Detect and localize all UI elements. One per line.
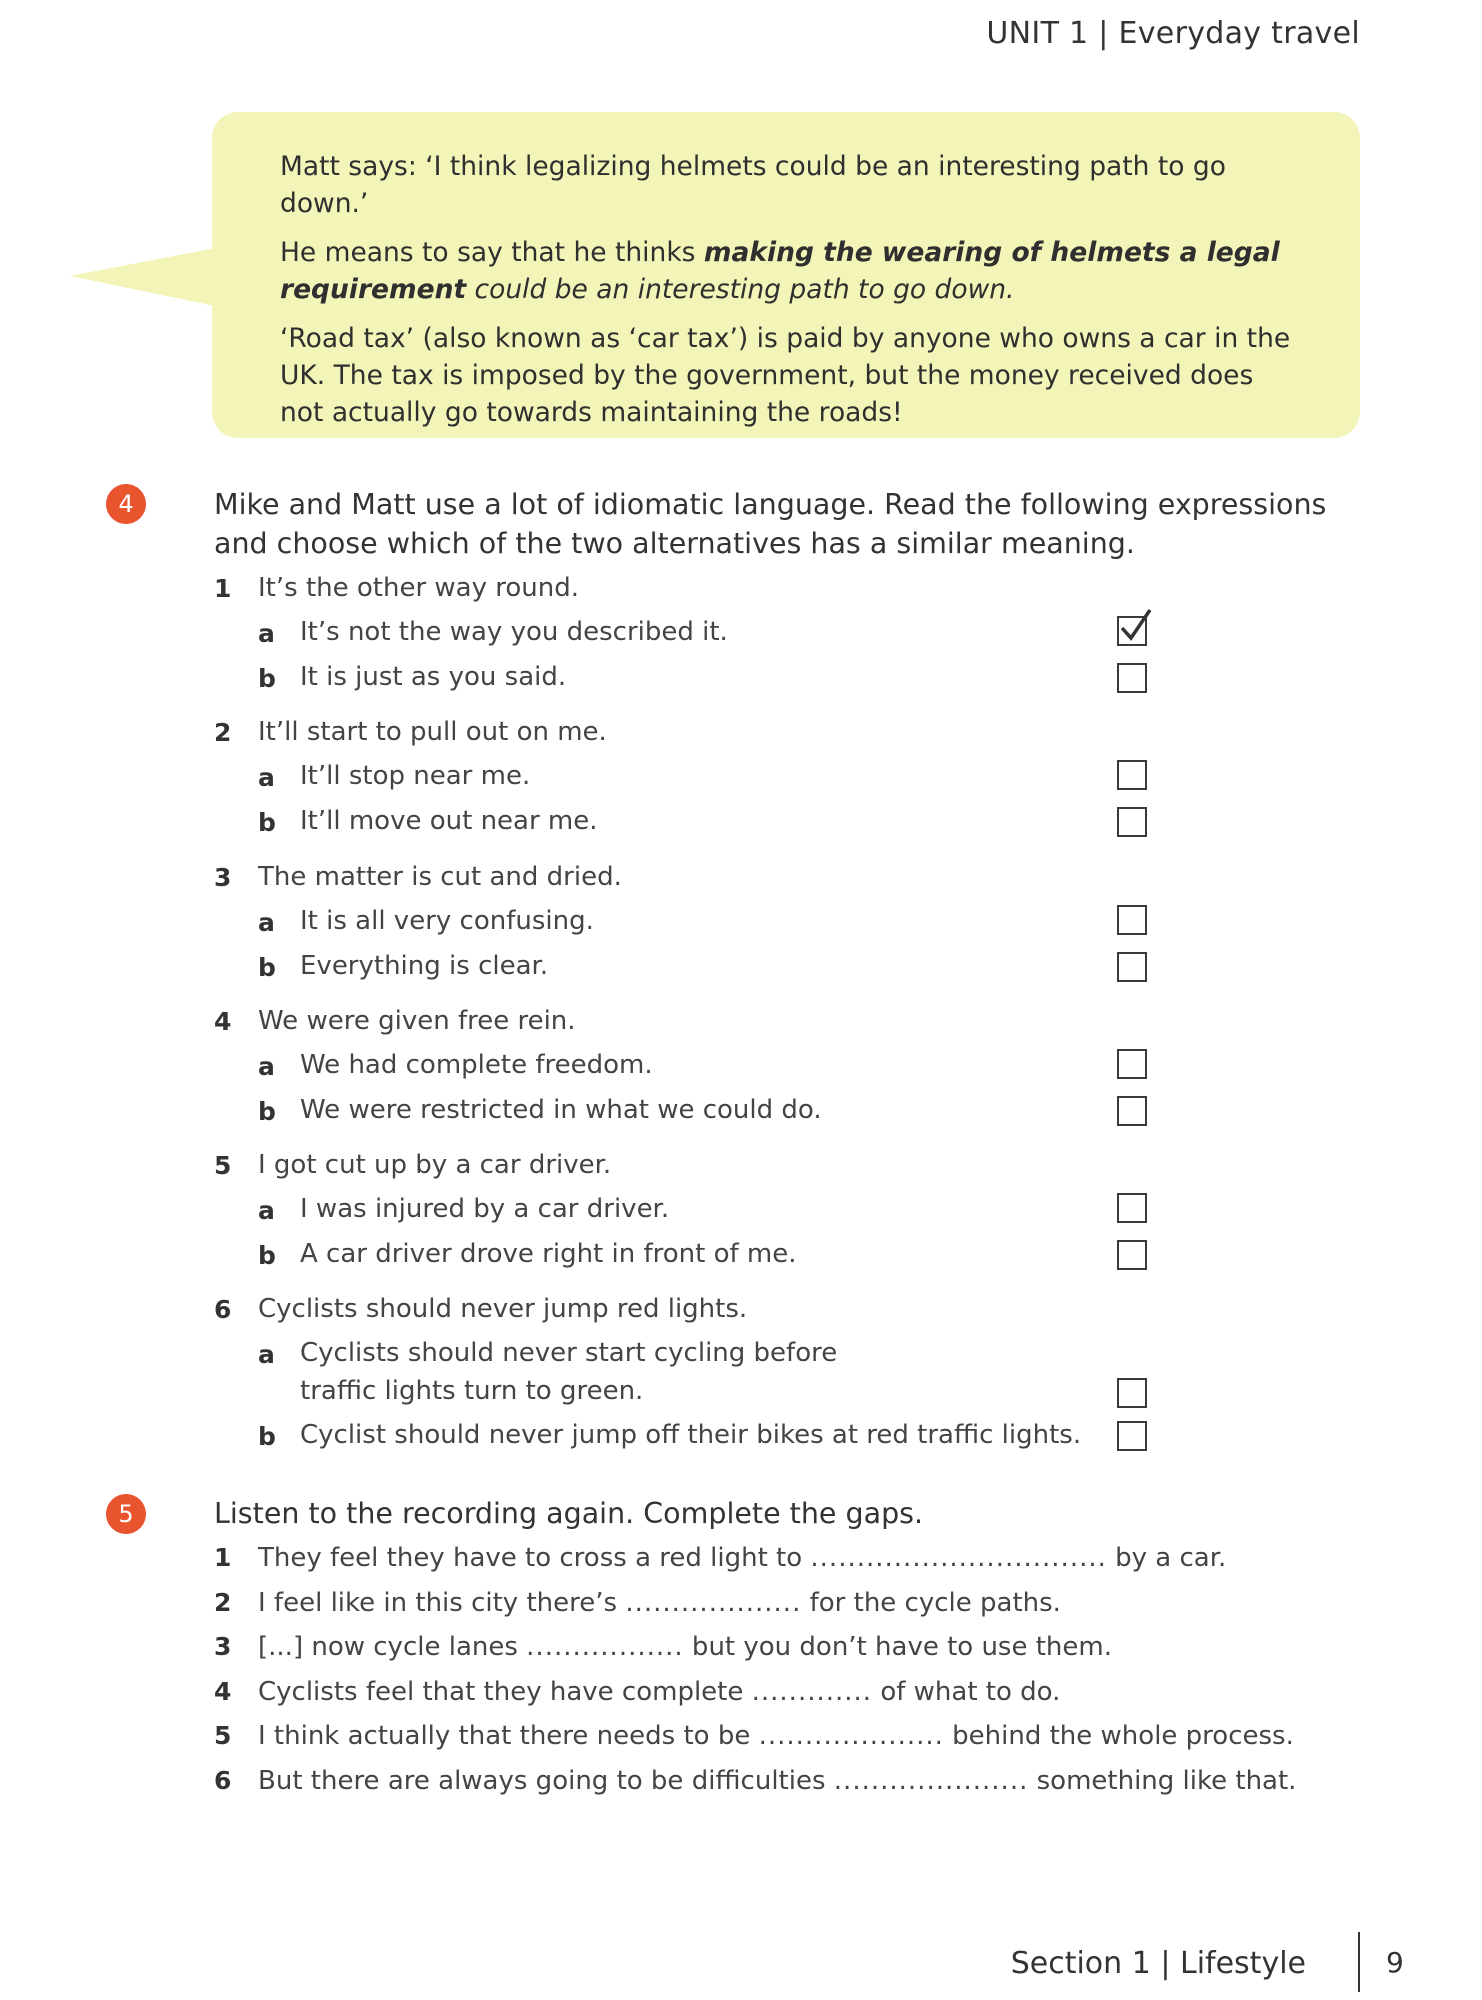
gap-item-5 <box>0 1721 1482 1761</box>
gap-blank[interactable]: ................... <box>625 1587 802 1618</box>
gap-sentence <box>258 1632 1112 1662</box>
gap-sentence <box>258 1588 1061 1618</box>
option-b-text: We were restricted in what we could do. <box>300 1095 822 1125</box>
option-b-letter: b <box>258 1097 276 1126</box>
unit-header: UNIT 1 | Everyday travel <box>986 16 1360 51</box>
gap-item-1 <box>0 1543 1482 1583</box>
option-b-text: Cyclist should never jump off their bikes at red traffic lights. <box>300 1420 1082 1450</box>
callout-explanation-end: could be an interesting path to go down. <box>466 274 1015 305</box>
gap-item-6 <box>0 1766 1482 1806</box>
option-a-letter: a <box>258 619 275 648</box>
gap-after: but you don’t have to use them. <box>683 1632 1112 1663</box>
gap-sentence <box>258 1543 1226 1573</box>
info-callout <box>212 112 1360 438</box>
question-text: It’ll start to pull out on me. <box>258 717 607 747</box>
question-number: 4 <box>214 1007 232 1036</box>
gap-after: by a car. <box>1106 1543 1227 1573</box>
gap-before: [...] now cycle lanes <box>258 1632 527 1663</box>
gap-before: I think actually that there needs to be <box>258 1721 759 1752</box>
option-a-text: It’s not the way you described it. <box>300 617 728 647</box>
callout-road-tax-note: ‘Road tax’ (also known as ‘car tax’) is paid by anyone who owns a car in the UK. The tax is imposed by the government, but the money received does not actually go towards maintaining the roads! <box>280 323 1291 428</box>
question-text: Cyclists should never jump red lights. <box>258 1294 748 1324</box>
option-b-checkbox[interactable] <box>1117 1421 1147 1451</box>
option-b-checkbox[interactable] <box>1117 663 1147 693</box>
option-a-letter: a <box>258 1196 275 1225</box>
gap-item-3 <box>0 1632 1482 1672</box>
option-a-letter: a <box>258 1052 275 1081</box>
option-b-letter: b <box>258 664 276 693</box>
gap-number: 3 <box>214 1632 232 1662</box>
footer-divider <box>1358 1932 1360 1992</box>
exercise-5-badge: 5 <box>106 1494 146 1534</box>
gap-sentence <box>258 1721 1294 1751</box>
gap-sentence <box>258 1677 1060 1707</box>
option-b-letter: b <box>258 1422 276 1451</box>
option-b-text: Everything is clear. <box>300 951 549 981</box>
gap-after: something like that. <box>1028 1766 1297 1796</box>
gap-blank[interactable]: ................. <box>526 1632 684 1663</box>
question-number: 6 <box>214 1295 232 1324</box>
option-a-text: We had complete freedom. <box>300 1050 653 1080</box>
gap-before: But there are always going to be difficulties <box>258 1766 834 1796</box>
option-a-text: It’ll stop near me. <box>300 761 531 791</box>
exercise-5-instruction: Listen to the recording again. Complete the gaps. <box>214 1497 924 1530</box>
gap-after: of what to do. <box>872 1676 1061 1707</box>
gap-after: for the cycle paths. <box>801 1587 1061 1618</box>
callout-explanation-start: He means to say that he thinks <box>280 237 704 268</box>
gap-before: I feel like in this city there’s <box>258 1587 626 1618</box>
option-a-checkbox[interactable] <box>1117 1193 1147 1223</box>
option-a-checkbox[interactable] <box>1117 1378 1147 1408</box>
question-number: 1 <box>214 574 232 603</box>
question-text: The matter is cut and dried. <box>258 862 622 892</box>
gap-before: Cyclists feel that they have complete <box>258 1676 752 1707</box>
gap-blank[interactable]: .................... <box>758 1721 944 1752</box>
gap-blank[interactable]: ................................ <box>810 1543 1107 1573</box>
option-a-checkbox[interactable] <box>1117 1049 1147 1079</box>
question-text: We were given free rein. <box>258 1006 576 1036</box>
option-a-checkbox[interactable] <box>1117 616 1147 646</box>
option-a-letter: a <box>258 908 275 937</box>
option-b-checkbox[interactable] <box>1117 952 1147 982</box>
gap-blank[interactable]: ............. <box>751 1676 873 1707</box>
gap-number: 6 <box>214 1766 232 1795</box>
option-b-text: It’ll move out near me. <box>300 806 598 836</box>
gap-blank[interactable]: ..................... <box>833 1766 1029 1796</box>
option-a-text: It is all very confusing. <box>300 906 594 936</box>
section-footer: Section 1 | Lifestyle <box>1010 1946 1306 1981</box>
option-a-letter: a <box>258 763 275 792</box>
gap-item-4 <box>0 1677 1482 1717</box>
option-b-letter: b <box>258 808 276 837</box>
exercise-4-badge: 4 <box>106 484 146 524</box>
question-number: 3 <box>214 863 232 892</box>
gap-number: 2 <box>214 1587 232 1617</box>
callout-tail <box>70 248 220 308</box>
gap-item-2 <box>0 1588 1482 1628</box>
gap-sentence <box>258 1766 1296 1796</box>
exercise-4-instruction: Mike and Matt use a lot of idiomatic language. Read the following expressions and choose which of the two alternatives has a similar meaning. <box>214 488 1327 560</box>
option-b-text: It is just as you said. <box>300 662 567 692</box>
option-b-checkbox[interactable] <box>1117 1240 1147 1270</box>
callout-explanation-bold: making the wearing of helmets a legal requirement <box>280 237 1280 305</box>
check-mark-icon <box>1117 606 1153 646</box>
callout-explanation <box>280 234 1300 308</box>
question-text: It’s the other way round. <box>258 573 580 603</box>
option-b-letter: b <box>258 953 276 982</box>
option-b-checkbox[interactable] <box>1117 1096 1147 1126</box>
question-number: 2 <box>214 718 232 747</box>
option-b-text: A car driver drove right in front of me. <box>300 1239 797 1269</box>
option-b-checkbox[interactable] <box>1117 807 1147 837</box>
gap-before: They feel they have to cross a red light to <box>258 1543 811 1573</box>
page-number: 9 <box>1386 1946 1404 1979</box>
question-number: 5 <box>214 1151 232 1180</box>
option-a-text: I was injured by a car driver. <box>300 1194 670 1224</box>
option-a-letter: a <box>258 1340 275 1369</box>
gap-after: behind the whole process. <box>943 1721 1294 1752</box>
gap-number: 5 <box>214 1721 232 1751</box>
option-a-text: Cyclists should never start cycling before traffic lights turn to green. <box>300 1338 838 1406</box>
callout-quote: Matt says: ‘I think legalizing helmets could be an interesting path to go down.’ <box>280 151 1226 219</box>
option-a-checkbox[interactable] <box>1117 905 1147 935</box>
gap-number: 1 <box>214 1543 232 1572</box>
option-b-letter: b <box>258 1241 276 1270</box>
option-a-checkbox[interactable] <box>1117 760 1147 790</box>
question-text: I got cut up by a car driver. <box>258 1150 612 1180</box>
gap-number: 4 <box>214 1676 232 1706</box>
